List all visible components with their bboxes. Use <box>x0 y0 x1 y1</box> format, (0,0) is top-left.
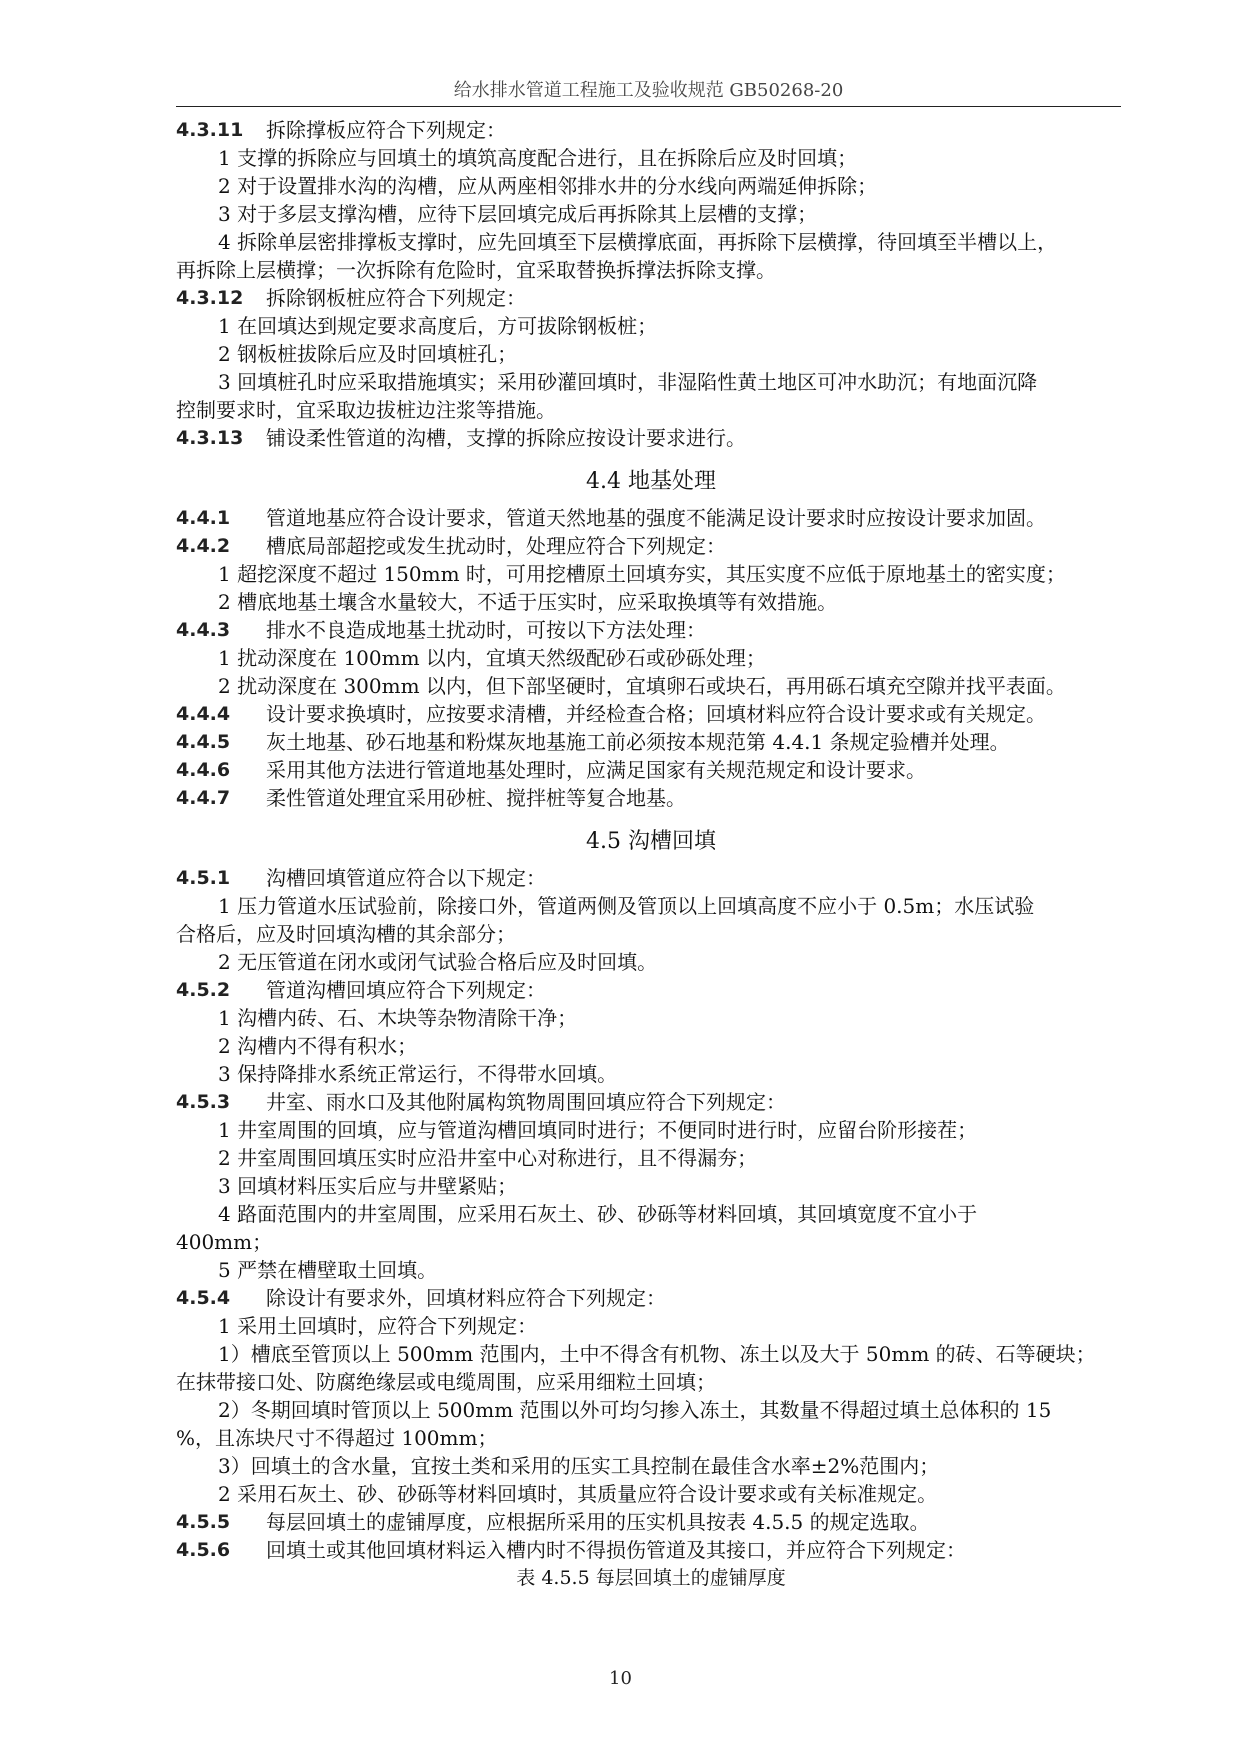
list-item <box>176 560 1126 588</box>
list-item <box>176 892 1126 920</box>
clause-number: 4.4.6 <box>176 759 231 781</box>
continuation-line <box>176 1228 1126 1256</box>
line-text: 管道沟槽回填应符合下列规定： <box>266 978 546 1002</box>
list-item <box>176 1144 1126 1172</box>
line-text: 灰土地基、砂石地基和粉煤灰地基施工前必须按本规范第 4.4.1 条规定验槽并处理。 <box>266 730 1010 754</box>
section-heading <box>176 460 1126 504</box>
clause-line <box>176 532 1126 560</box>
line-text: 槽底局部超挖或发生扰动时，处理应符合下列规定： <box>266 534 726 558</box>
list-item <box>176 672 1126 700</box>
line-text: 3 对于多层支撑沟槽，应待下层回填完成后再拆除其上层槽的支撑； <box>218 202 818 226</box>
page-number: 10 <box>609 1668 632 1689</box>
line-text: 2 采用石灰土、砂、砂砾等材料回填时，其质量应符合设计要求或有关标准规定。 <box>218 1482 938 1506</box>
line-text: 管道地基应符合设计要求，管道天然地基的强度不能满足设计要求时应按设计要求加固。 <box>266 506 1046 530</box>
clause-number: 4.4.7 <box>176 787 231 809</box>
line-text: 井室、雨水口及其他附属构筑物周围回填应符合下列规定： <box>266 1090 786 1114</box>
clause-line <box>176 976 1126 1004</box>
clause-line <box>176 700 1126 728</box>
line-text: 2 对于设置排水沟的沟槽，应从两座相邻排水井的分水线向两端延伸拆除； <box>218 174 878 198</box>
list-item <box>176 1172 1126 1200</box>
line-text: 表 4.5.5 每层回填土的虚铺厚度 <box>516 1567 786 1589</box>
running-header: 给水排水管道工程施工及验收规范 GB50268-20 <box>176 76 1121 107</box>
clause-number: 4.4.3 <box>176 619 231 641</box>
list-item <box>176 200 1126 228</box>
line-text: 2 扰动深度在 300mm 以内，但下部坚硬时，宜填卵石或块石，再用砾石填充空隙并找平表面。 <box>218 674 1066 698</box>
line-text: 2 无压管道在闭水或闭气试验合格后应及时回填。 <box>218 950 658 974</box>
clause-line <box>176 784 1126 812</box>
sub-item <box>176 1396 1126 1424</box>
list-item <box>176 948 1126 976</box>
list-item <box>176 644 1126 672</box>
line-text: 2 沟槽内不得有积水； <box>218 1034 418 1058</box>
line-text: 4 拆除单层密排撑板支撑时，应先回填至下层横撑底面，再拆除下层横撑，待回填至半槽以上， <box>218 230 1058 254</box>
clause-line <box>176 284 1126 312</box>
clause-line <box>176 1508 1126 1536</box>
line-text: 拆除钢板桩应符合下列规定： <box>266 286 526 310</box>
list-item <box>176 1312 1126 1340</box>
section-heading <box>176 820 1126 864</box>
line-text: 控制要求时，宜采取边拔桩边注浆等措施。 <box>176 398 556 422</box>
list-item <box>176 144 1126 172</box>
line-text: 合格后，应及时回填沟槽的其余部分； <box>176 922 516 946</box>
line-text: 2 井室周围回填压实时应沿井室中心对称进行，且不得漏夯； <box>218 1146 758 1170</box>
clause-line <box>176 864 1126 892</box>
clause-number: 4.3.11 <box>176 119 244 141</box>
table-caption <box>176 1564 1126 1592</box>
line-text: 5 严禁在槽壁取土回填。 <box>218 1258 438 1282</box>
list-item <box>176 228 1126 256</box>
line-text: 1 扰动深度在 100mm 以内，宜填天然级配砂石或砂砾处理； <box>218 646 766 670</box>
clause-line <box>176 616 1126 644</box>
clause-number: 4.5.4 <box>176 1287 231 1309</box>
list-item <box>176 340 1126 368</box>
list-item <box>176 312 1126 340</box>
line-text: 再拆除上层横撑；一次拆除有危险时，宜采取替换拆撑法拆除支撑。 <box>176 258 776 282</box>
line-text: 1 沟槽内砖、石、木块等杂物清除干净； <box>218 1006 578 1030</box>
line-text: 2）冬期回填时管顶以上 500mm 范围以外可均匀掺入冻土，其数量不得超过填土总体积的 15 <box>218 1398 1052 1422</box>
continuation-line <box>176 256 1126 284</box>
line-text: 每层回填土的虚铺厚度，应根据所采用的压实机具按表 4.5.5 的规定选取。 <box>266 1510 930 1534</box>
clause-line <box>176 1536 1126 1564</box>
line-text: 设计要求换填时，应按要求清槽，并经检查合格；回填材料应符合设计要求或有关规定。 <box>266 702 1046 726</box>
sub-item <box>176 1452 1126 1480</box>
list-item <box>176 1256 1126 1284</box>
line-text: 1 井室周围的回填，应与管道沟槽回填同时进行；不便同时进行时，应留台阶形接茬； <box>218 1118 978 1142</box>
clause-number: 4.5.2 <box>176 979 231 1001</box>
list-item <box>176 1060 1126 1088</box>
clause-number: 4.4.1 <box>176 507 231 529</box>
clause-number: 4.4.5 <box>176 731 231 753</box>
clause-number: 4.3.13 <box>176 427 244 449</box>
clause-number: 4.3.12 <box>176 287 244 309</box>
clause-number: 4.4.4 <box>176 703 231 725</box>
sub-item <box>176 1340 1126 1368</box>
clause-line <box>176 116 1126 144</box>
continuation-line <box>176 1424 1126 1452</box>
clause-line <box>176 756 1126 784</box>
line-text: 400mm； <box>176 1230 273 1254</box>
line-text: 1）槽底至管顶以上 500mm 范围内，土中不得含有机物、冻土以及大于 50mm 的砖、石等硬块； <box>218 1342 1096 1366</box>
line-text: 回填土或其他回填材料运入槽内时不得损伤管道及其接口，并应符合下列规定： <box>266 1538 966 1562</box>
line-text: 4 路面范围内的井室周围，应采用石灰土、砂、砂砾等材料回填，其回填宽度不宜小于 <box>218 1202 978 1226</box>
line-text: 沟槽回填管道应符合以下规定： <box>266 866 546 890</box>
clause-line <box>176 1284 1126 1312</box>
line-text: 排水不良造成地基土扰动时，可按以下方法处理： <box>266 618 706 642</box>
clause-number: 4.4.2 <box>176 535 231 557</box>
clause-number: 4.5.3 <box>176 1091 231 1113</box>
line-text: 拆除撑板应符合下列规定： <box>266 118 506 142</box>
document-body <box>176 116 1126 1592</box>
clause-line <box>176 1088 1126 1116</box>
line-text: 柔性管道处理宜采用砂桩、搅拌桩等复合地基。 <box>266 786 686 810</box>
clause-line <box>176 728 1126 756</box>
clause-number: 4.5.1 <box>176 867 231 889</box>
line-text: %，且冻块尺寸不得超过 100mm； <box>176 1426 498 1450</box>
list-item <box>176 172 1126 200</box>
list-item <box>176 368 1126 396</box>
list-item <box>176 1200 1126 1228</box>
line-text: 3）回填土的含水量，宜按土类和采用的压实工具控制在最佳含水率±2%范围内； <box>218 1454 940 1478</box>
clause-number: 4.5.6 <box>176 1539 231 1561</box>
list-item <box>176 588 1126 616</box>
continuation-line <box>176 920 1126 948</box>
line-text: 1 超挖深度不超过 150mm 时，可用挖槽原土回填夯实，其压实度不应低于原地基土的密实度； <box>218 562 1066 586</box>
list-item <box>176 1032 1126 1060</box>
list-item <box>176 1480 1126 1508</box>
continuation-line <box>176 396 1126 424</box>
list-item <box>176 1116 1126 1144</box>
line-text: 4.4 地基处理 <box>586 469 716 494</box>
line-text: 3 回填桩孔时应采取措施填实；采用砂灌回填时，非湿陷性黄土地区可冲水助沉；有地面沉降 <box>218 370 1038 394</box>
line-text: 1 支撑的拆除应与回填土的填筑高度配合进行，且在拆除后应及时回填； <box>218 146 858 170</box>
clause-line <box>176 424 1126 452</box>
continuation-line <box>176 1368 1126 1396</box>
line-text: 3 回填材料压实后应与井壁紧贴； <box>218 1174 518 1198</box>
line-text: 1 在回填达到规定要求高度后，方可拔除钢板桩； <box>218 314 658 338</box>
line-text: 4.5 沟槽回填 <box>586 829 716 854</box>
line-text: 在抹带接口处、防腐绝缘层或电缆周围，应采用细粒土回填； <box>176 1370 716 1394</box>
line-text: 铺设柔性管道的沟槽，支撑的拆除应按设计要求进行。 <box>266 426 746 450</box>
line-text: 除设计有要求外，回填材料应符合下列规定： <box>266 1286 666 1310</box>
line-text: 2 槽底地基土壤含水量较大，不适于压实时，应采取换填等有效措施。 <box>218 590 838 614</box>
clause-number: 4.5.5 <box>176 1511 231 1533</box>
line-text: 3 保持降排水系统正常运行，不得带水回填。 <box>218 1062 618 1086</box>
line-text: 1 采用土回填时，应符合下列规定： <box>218 1314 538 1338</box>
list-item <box>176 1004 1126 1032</box>
line-text: 2 钢板桩拔除后应及时回填桩孔； <box>218 342 518 366</box>
line-text: 采用其他方法进行管道地基处理时，应满足国家有关规范规定和设计要求。 <box>266 758 926 782</box>
line-text: 1 压力管道水压试验前，除接口外，管道两侧及管顶以上回填高度不应小于 0.5m；水压试验 <box>218 894 1035 918</box>
clause-line <box>176 504 1126 532</box>
